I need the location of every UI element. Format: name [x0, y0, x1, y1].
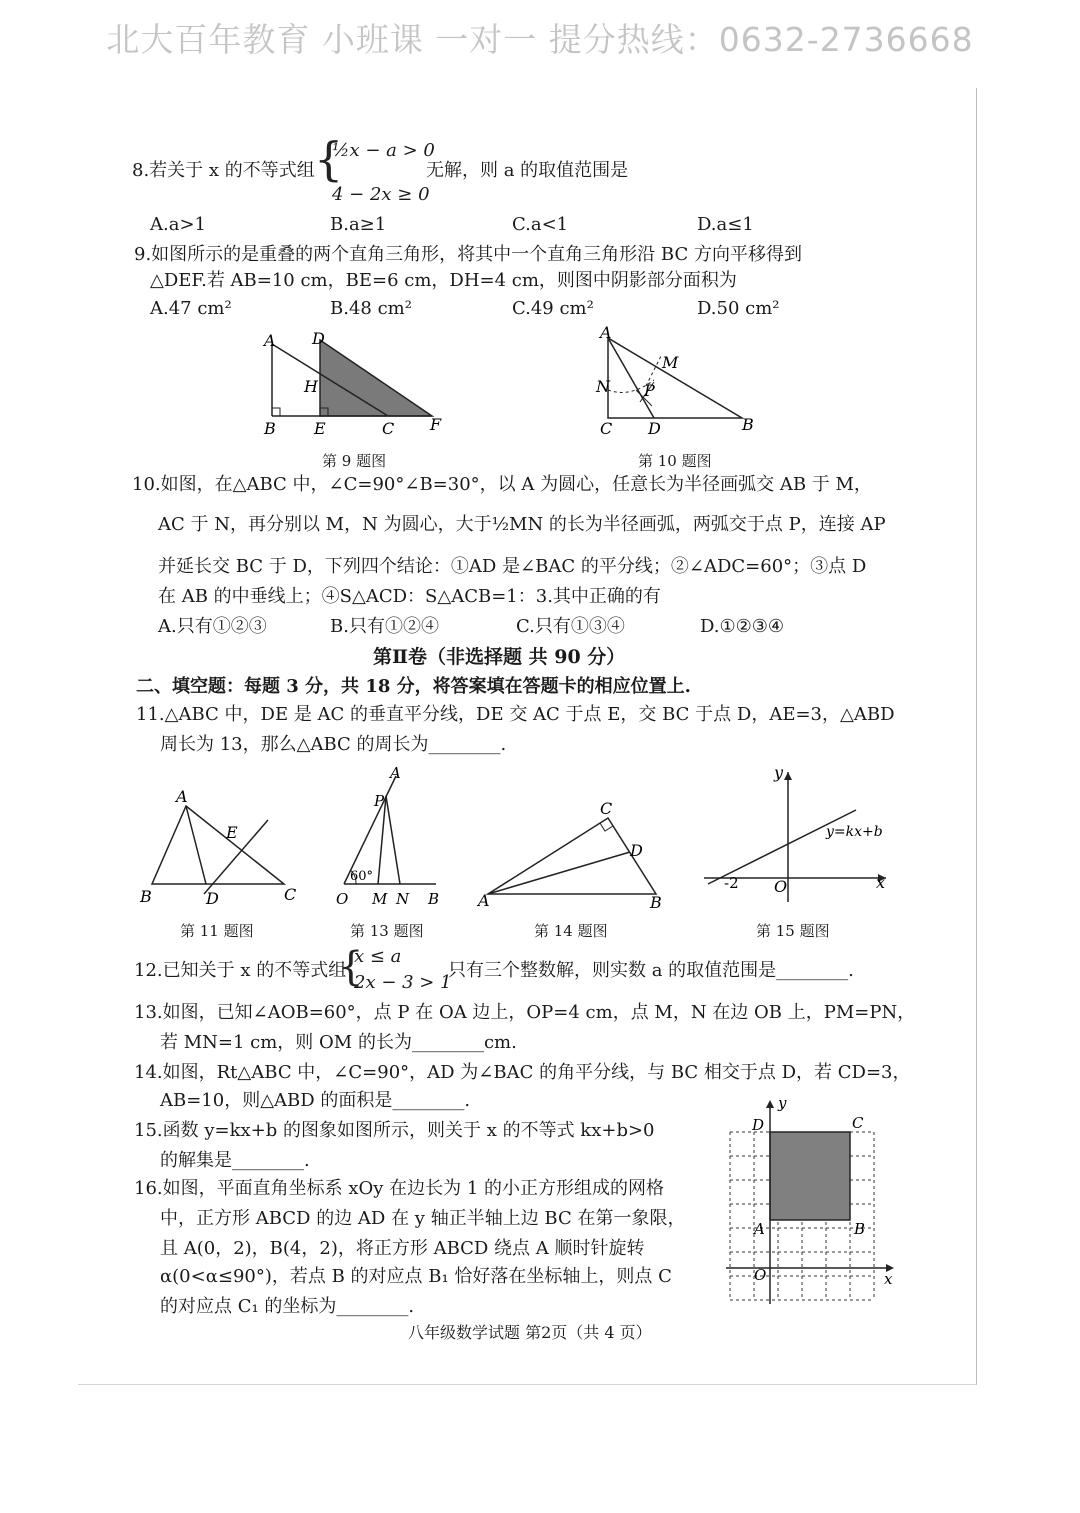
- q15-label-x: x: [876, 873, 886, 892]
- q12-sys2: 2x − 3 > 1: [354, 972, 452, 993]
- q13-label-p: P: [374, 792, 385, 810]
- q14-segment-ad: [488, 852, 630, 894]
- q15-figure-caption: 第 15 题图: [756, 922, 830, 940]
- q11-figure: [134, 786, 304, 910]
- q16-line2: 中，正方形 ABCD 的边 AD 在 y 轴正半轴上边 BC 在第一象限，: [160, 1208, 686, 1229]
- q16-label-d: D: [752, 1116, 765, 1134]
- q9-figure-caption: 第 9 题图: [322, 452, 387, 470]
- q11-segment-ad: [186, 806, 206, 884]
- q10-label-p: P: [644, 381, 655, 400]
- q8-stem-a: 8.若关于 x 的不等式组: [132, 160, 315, 181]
- q13-angle-label: 60°: [350, 869, 374, 884]
- q14-label-a: A: [478, 891, 490, 910]
- q16-line3: 且 A(0，2)，B(4，2)，将正方形 ABCD 绕点 A 顺时针旋转: [160, 1238, 645, 1259]
- q13-label-b: B: [428, 890, 440, 908]
- q11-label-e: E: [226, 823, 238, 842]
- q13-line2: 若 MN=1 cm，则 OM 的长为________cm.: [160, 1032, 517, 1053]
- q16-figure: [724, 1096, 896, 1310]
- q8-option-b: B.a≥1: [330, 214, 387, 235]
- q13-ray-oa: [344, 776, 396, 884]
- q10-triangle: [608, 338, 742, 418]
- q11-line1: 11.△ABC 中，DE 是 AC 的垂直平分线，DE 交 AC 于点 E，交 BC 于点 D，AE=3，△ABD: [136, 704, 895, 725]
- q13-label-a: A: [390, 764, 401, 782]
- q9-right-angle-b: [272, 408, 280, 416]
- q15-label-y: y: [774, 763, 784, 782]
- q10-label-n: N: [596, 377, 610, 396]
- q9-label-b: B: [264, 419, 276, 438]
- q16-label-y: y: [778, 1096, 787, 1112]
- q10-label-a: A: [600, 324, 612, 342]
- q8-option-d: D.a≤1: [697, 214, 754, 235]
- q13-figure: [330, 760, 450, 910]
- q9-label-a: A: [264, 331, 276, 350]
- q9-label-h: H: [304, 377, 318, 396]
- q13-line1: 13.如图，已知∠AOB=60°，点 P 在 OA 边上，OP=4 cm，点 M，N 在边 OB 上，PM=PN，: [134, 1002, 916, 1023]
- q9-option-b: B.48 cm²: [330, 298, 412, 319]
- q10-line4: 在 AB 的中垂线上；④S△ACD：S△ACB=1：3.其中正确的有: [158, 586, 661, 607]
- q9-label-c: C: [382, 419, 395, 438]
- q11-figure-caption: 第 11 题图: [180, 922, 254, 940]
- q9-label-d: D: [312, 329, 325, 348]
- q10-figure-caption: 第 10 题图: [638, 452, 712, 470]
- q8-brace: {: [314, 132, 344, 186]
- q8-sys2: 4 − 2x ≥ 0: [332, 184, 430, 205]
- q10-line1: 10.如图，在△ABC 中，∠C=90°∠B=30°，以 A 为圆心，任意长为半径画弧交 AB 于 M，: [132, 474, 872, 495]
- q13-label-o: O: [336, 890, 349, 908]
- q9-shaded-region: [320, 340, 432, 416]
- q11-label-a: A: [176, 787, 188, 806]
- q9-option-a: A.47 cm²: [150, 298, 232, 319]
- q10-label-m: M: [662, 353, 679, 372]
- q10-line3: 并延长交 BC 于 D，下列四个结论：①AD 是∠BAC 的平分线；②∠ADC=60°；③点 D: [158, 556, 867, 577]
- q13-label-n: N: [396, 890, 410, 908]
- q10-option-d: D.①②③④: [700, 616, 785, 637]
- q16-label-a: A: [754, 1220, 765, 1238]
- q12-sys1: x ≤ a: [354, 946, 402, 967]
- q16-line4: α(0<α≤90°)，若点 B 的对应点 B₁ 恰好落在坐标轴上，则点 C: [160, 1266, 672, 1287]
- q11-triangle: [152, 806, 284, 884]
- q10-label-c: C: [600, 419, 613, 438]
- q12-stem-b: 只有三个整数解，则实数 a 的取值范围是________.: [448, 960, 854, 981]
- q13-figure-caption: 第 13 题图: [350, 922, 424, 940]
- q15-line2: 的解集是________.: [160, 1150, 310, 1171]
- q14-label-d: D: [630, 841, 643, 860]
- q11-label-d: D: [206, 889, 219, 908]
- q11-line2: 周长为 13，那么△ABC 的周长为________.: [160, 734, 507, 755]
- page-footer: 八年级数学试题 第2页（共 4 页）: [408, 1323, 652, 1342]
- q16-line5: 的对应点 C₁ 的坐标为________.: [160, 1296, 415, 1317]
- q8-option-c: C.a<1: [512, 214, 569, 235]
- q8-stem-b: 无解，则 a 的取值范围是: [426, 160, 629, 181]
- q9-figure: [250, 326, 450, 442]
- q9-line1: 9.如图所示的是重叠的两个直角三角形，将其中一个直角三角形沿 BC 方向平移得到: [134, 244, 802, 265]
- q11-label-c: C: [284, 885, 297, 904]
- q10-option-c: C.只有①③④: [516, 616, 625, 637]
- part2-title: 第Ⅱ卷（非选择题 共 90 分）: [373, 646, 626, 668]
- q15-function-line: [708, 810, 856, 884]
- q10-option-a: A.只有①②③: [158, 616, 267, 637]
- q13-segment-pn: [386, 796, 400, 884]
- q10-option-b: B.只有①②④: [330, 616, 439, 637]
- q15-label-o: O: [774, 877, 788, 896]
- q16-square-abcd: [770, 1132, 850, 1220]
- q13-label-m: M: [372, 890, 388, 908]
- q9-label-e: E: [314, 419, 326, 438]
- q16-line1: 16.如图，平面直角坐标系 xOy 在边长为 1 的小正方形组成的网格: [134, 1178, 665, 1199]
- q15-label-neg2: -2: [724, 874, 739, 892]
- q12-stem-a: 12.已知关于 x 的不等式组: [134, 960, 347, 981]
- q8-sys1: ½x − a > 0: [332, 140, 435, 161]
- q9-option-c: C.49 cm²: [512, 298, 594, 319]
- q14-line2: AB=10，则△ABD 的面积是________.: [160, 1090, 471, 1111]
- q16-label-b: B: [854, 1220, 866, 1238]
- q10-figure: [590, 324, 760, 442]
- q10-label-b: B: [742, 415, 754, 434]
- q16-y-arrow: [766, 1100, 774, 1108]
- section2-heading: 二、填空题：每题 3 分，共 18 分，将答案填在答题卡的相应位置上.: [136, 676, 691, 697]
- q14-figure: [474, 796, 670, 912]
- q14-label-c: C: [600, 799, 613, 818]
- q11-label-b: B: [140, 887, 152, 906]
- q15-func-label: y=kx+b: [826, 824, 883, 840]
- q10-segment-ad: [608, 338, 654, 418]
- q9-label-f: F: [430, 415, 442, 434]
- q9-line2: △DEF.若 AB=10 cm，BE=6 cm，DH=4 cm，则图中阴影部分面积为: [150, 270, 737, 291]
- q10-label-d: D: [648, 419, 661, 438]
- q10-line2: AC 于 N，再分别以 M，N 为圆心，大于½MN 的长为半径画弧，两弧交于点 P，连接 AP: [158, 514, 886, 535]
- q15-figure: [700, 762, 896, 906]
- q16-label-c: C: [852, 1114, 864, 1132]
- q15-y-arrow: [784, 772, 792, 780]
- watermark: 北大百年教育 小班课 一对一 提分热线：0632-2736668: [106, 20, 974, 59]
- q9-option-d: D.50 cm²: [697, 298, 780, 319]
- q14-line1: 14.如图，Rt△ABC 中，∠C=90°，AD 为∠BAC 的角平分线，与 BC 相交于点 D，若 CD=3，: [134, 1062, 911, 1083]
- q14-figure-caption: 第 14 题图: [534, 922, 608, 940]
- q8-option-a: A.a>1: [150, 214, 206, 235]
- q15-line1: 15.函数 y=kx+b 的图象如图所示，则关于 x 的不等式 kx+b>0: [134, 1120, 655, 1141]
- q16-label-o: O: [754, 1266, 767, 1284]
- q16-label-x: x: [884, 1270, 893, 1288]
- q12-brace: {: [338, 944, 364, 990]
- q14-label-b: B: [650, 893, 662, 912]
